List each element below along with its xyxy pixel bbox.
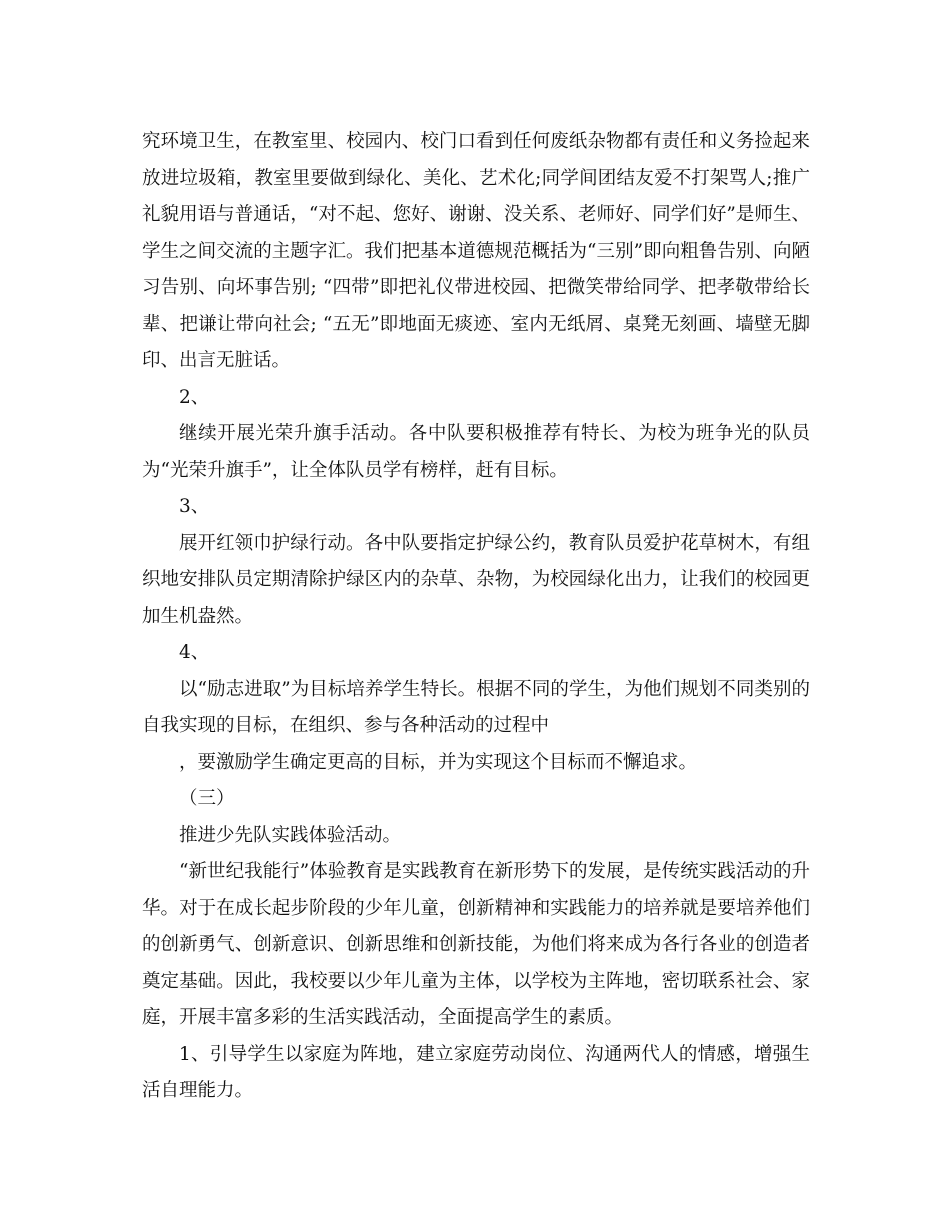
document-body [142, 124, 810, 1110]
paragraph-student-talents: 以“励志进取”为目标培养学生特长。根据不同的学生，为他们规划不同类别的自我实现的目标，在组织、参与各种活动的过程中 [142, 678, 810, 736]
item-number-4: 4、 [179, 642, 210, 663]
section-heading-three: （三） [179, 788, 235, 809]
item-number-3: 3、 [179, 496, 210, 517]
paragraph-green-protection: 展开红领巾护绿行动。各中队要指定护绿公约，教育队员爱护花草树木，有组织地安排队员定期清除护绿区内的杂草、杂物，为校园绿化出力，让我们的校园更加生机盎然。 [142, 532, 810, 627]
paragraph-new-century: “新世纪我能行”体验教育是实践教育在新形势下的发展，是传统实践活动的升华。对于在成长起步阶段的少年儿童，创新精神和实践能力的培养就是要培养他们的创新勇气、创新意识、创新思维和创新技能，为他们将来成为各行各业的创造者奠定基础。因此，我校要以少年儿童为主体，以学校为主阵地，密切联系社会、家庭，开展丰富多彩的生活实践活动，全面提高学生的素质。 [142, 861, 810, 1028]
paragraph-flag-raiser: 继续开展光荣升旗手活动。各中队要积极推荐有特长、为校为班争光的队员为“光荣升旗手”，让全体队员学有榜样，赶有目标。 [142, 423, 810, 481]
paragraph-practice-activities: 推进少先队实践体验活动。 [179, 824, 402, 846]
paragraph-family-guidance: 1、引导学生以家庭为阵地，建立家庭劳动岗位、沟通两代人的情感，增强生活自理能力。 [142, 1043, 810, 1101]
paragraph-higher-goals: ，要激励学生确定更高的目标，并为实现这个目标而不懈追求。 [179, 751, 698, 773]
item-number-2: 2、 [179, 386, 210, 408]
paragraph-environment-hygiene: 究环境卫生，在教室里、校园内、校门口看到任何废纸杂物都有责任和义务捡起来放进垃圾箱，教室里要做到绿化、美化、艺术化;同学间团结友爱不打架骂人;推广礼貌用语与普通话，“对不起、您好、谢谢、没关系、老师好、同学们好”是师生、学生之间交流的主题字汇。我们把基本道德规范概括为“三别”即向粗鲁告别、向陋习告别、向坏事告别; “四带”即把礼仪带进校园、把微笑带给同学、把孝敬带给长辈、把谦让带向社会; “五无”即地面无痰迹、室内无纸屑、桌凳无刻画、墙壁无脚印、出言无脏话。 [142, 131, 810, 371]
